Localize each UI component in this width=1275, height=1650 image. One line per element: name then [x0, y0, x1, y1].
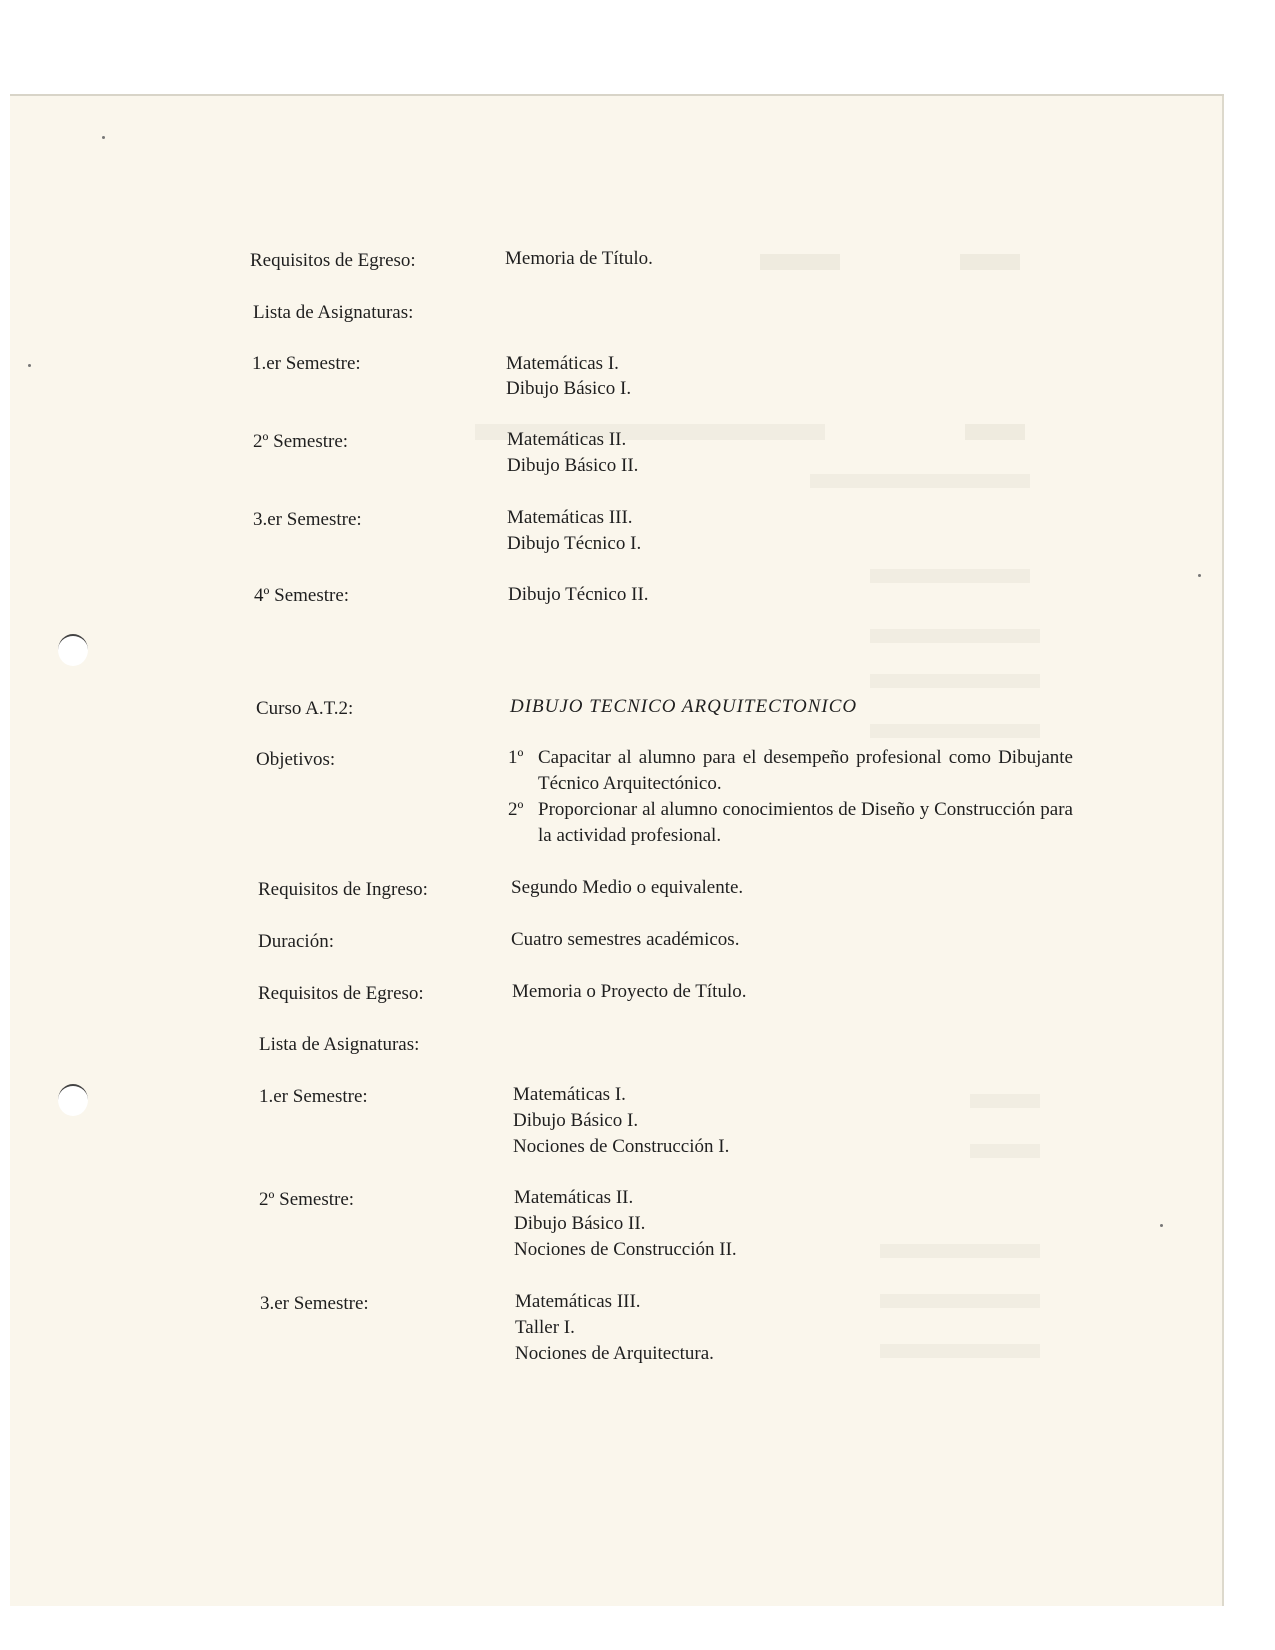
- sem3-item-b: Matemáticas III.: [515, 1291, 641, 1312]
- ingreso-value: Segundo Medio o equivalente.: [511, 877, 744, 898]
- curso-label: Curso A.T.2:: [256, 698, 354, 719]
- sem1-label: 1.er Semestre:: [252, 353, 361, 374]
- objetivo-text: Capacitar al alumno para el desempeño profesional como Dibujante Técnico Arquitectónico.: [538, 747, 1073, 794]
- sem4-label: 4º Semestre:: [254, 585, 350, 606]
- punch-hole-top: [58, 634, 88, 666]
- speck: [1160, 1224, 1163, 1227]
- egreso-value-b: Memoria o Proyecto de Título.: [512, 981, 747, 1002]
- sem3-label: 3.er Semestre:: [253, 509, 362, 530]
- duracion-label: Duración:: [258, 931, 334, 952]
- objetivo-text: Proporcionar al alumno conocimientos de Diseño y Construcción para la actividad profesional.: [538, 799, 1073, 846]
- curso-title: DIBUJO TECNICO ARQUITECTONICO: [510, 696, 858, 717]
- punch-hole-bottom: [58, 1084, 88, 1116]
- objetivo-item: [508, 797, 1073, 849]
- objetivo-item: [508, 745, 1073, 797]
- sem1-label-b: 1.er Semestre:: [259, 1086, 368, 1107]
- sem1-item-b: Nociones de Construcción I.: [513, 1136, 730, 1157]
- sem2-label: 2º Semestre:: [253, 431, 349, 452]
- egreso-label-b: Requisitos de Egreso:: [258, 983, 424, 1004]
- sem3-item-b: Nociones de Arquitectura.: [515, 1343, 714, 1364]
- egreso-label: Requisitos de Egreso:: [250, 250, 416, 271]
- sem2-label-b: 2º Semestre:: [259, 1189, 355, 1210]
- sem2-item: Dibujo Básico II.: [507, 455, 639, 476]
- sem1-item-b: Matemáticas I.: [513, 1084, 626, 1105]
- objetivos-label: Objetivos:: [256, 749, 336, 770]
- objetivo-number: 2º: [508, 799, 524, 820]
- sem2-item-b: Matemáticas II.: [514, 1187, 634, 1208]
- objetivo-number: 1º: [508, 747, 524, 768]
- lista-label: Lista de Asignaturas:: [253, 302, 414, 323]
- sem2-item-b: Dibujo Básico II.: [514, 1213, 646, 1234]
- sem3-item-b: Taller I.: [515, 1317, 575, 1338]
- sem3-item: Dibujo Técnico I.: [507, 533, 642, 554]
- sem1-item: Matemáticas I.: [506, 353, 619, 374]
- sem2-item-b: Nociones de Construcción II.: [514, 1239, 737, 1260]
- sem3-label-b: 3.er Semestre:: [260, 1293, 369, 1314]
- speck: [28, 364, 31, 367]
- sem3-item: Matemáticas III.: [507, 507, 633, 528]
- sem2-item: Matemáticas II.: [507, 429, 627, 450]
- speck: [102, 136, 105, 139]
- sem1-item: Dibujo Básico I.: [506, 378, 632, 399]
- duracion-value: Cuatro semestres académicos.: [511, 929, 740, 950]
- speck: [1198, 574, 1201, 577]
- egreso-value: Memoria de Título.: [505, 248, 653, 269]
- document-page: [10, 94, 1224, 1606]
- sem4-item: Dibujo Técnico II.: [508, 584, 649, 605]
- sem1-item-b: Dibujo Básico I.: [513, 1110, 639, 1131]
- ingreso-label: Requisitos de Ingreso:: [258, 879, 428, 900]
- lista-label-b: Lista de Asignaturas:: [259, 1034, 420, 1055]
